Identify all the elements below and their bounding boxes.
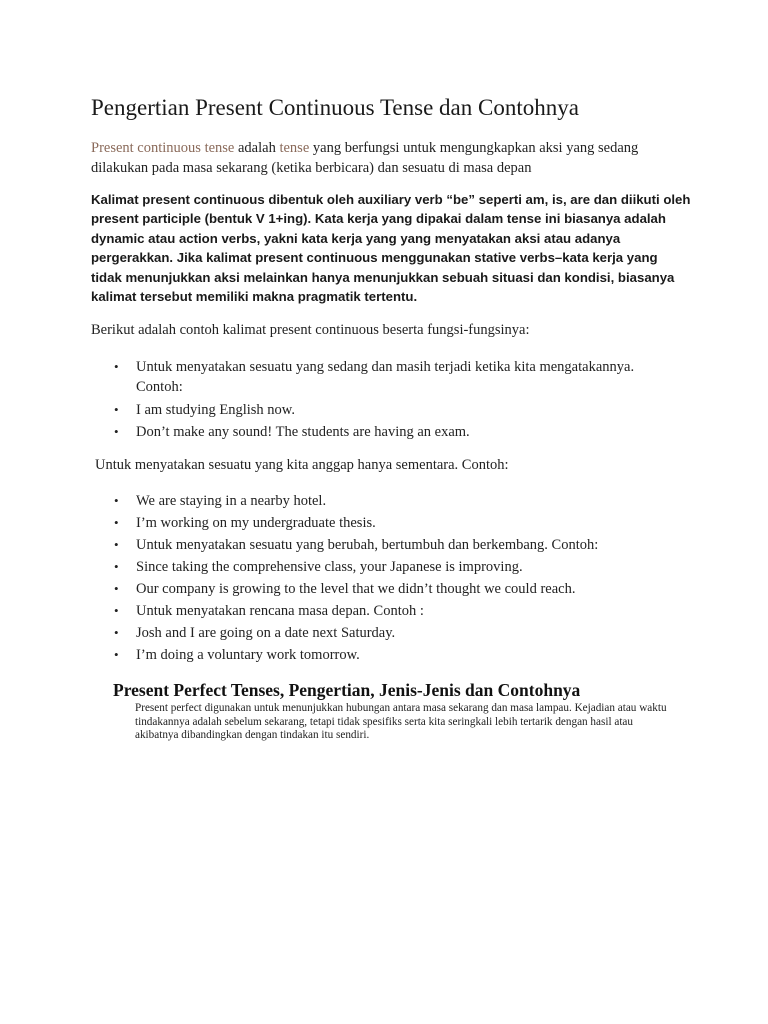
list-item-text: Untuk menyatakan sesuatu yang berubah, bertumbuh dan berkembang. Contoh: bbox=[136, 537, 599, 553]
bullet-icon: • bbox=[114, 493, 119, 508]
list-item bbox=[112, 399, 672, 421]
bullet-icon: • bbox=[114, 402, 119, 417]
bullet-icon: • bbox=[114, 424, 119, 439]
list-item bbox=[112, 578, 672, 600]
examples-list-1 bbox=[112, 357, 672, 443]
examples-lead-text: Berikut adalah contoh kalimat present continuous beserta fungsi-fungsinya: bbox=[91, 322, 530, 338]
list-item-text: Josh and I are going on a date next Saturday. bbox=[136, 625, 396, 641]
list-item-text: Untuk menyatakan rencana masa depan. Contoh : bbox=[136, 603, 424, 619]
list-item-text: Our company is growing to the level that we didn’t thought we could reach. bbox=[136, 581, 576, 597]
bullet-icon: • bbox=[114, 359, 119, 374]
list-item-text: Don’t make any sound! The students are having an exam. bbox=[136, 424, 470, 440]
examples-list-2 bbox=[112, 490, 672, 666]
intro-text-1: adalah bbox=[234, 140, 280, 156]
list-item bbox=[112, 357, 672, 397]
list-item bbox=[112, 534, 672, 556]
bullet-icon: • bbox=[114, 537, 119, 552]
list-item bbox=[112, 556, 672, 578]
bullet-icon: • bbox=[114, 625, 119, 640]
present-perfect-paragraph: Present perfect digunakan untuk menunjukkan hubungan antara masa sekarang dan masa lampau. Kejadian atau waktu tindakannya adalah sebelum sekarang, tetapi tidak spesifiks serta kita seringkali lebih tertarik dengan hasil atau akibatnya dibandingkan dengan tindakan itu sendiri. bbox=[135, 702, 667, 741]
bullet-icon: • bbox=[114, 603, 119, 618]
explanation-paragraph: Kalimat present continuous dibentuk oleh auxiliary verb “be” seperti am, is, are dan diikuti oleh present participle (bentuk V 1+ing). Kata kerja yang dipakai dalam tense ini biasanya adalah dynamic atau action verbs, yakni kata kerja yang yang menyatakan aksi atau adanya pergerakkan. Jika kalimat present continuous menggunakan stative verbs–kata kerja yang tidak menunjukkan aksi melainkan hanya menunjukkan sebuah situasi dan kondisi, biasanya kalimat tersebut memiliki makna pragmatik tertentu. bbox=[91, 192, 691, 305]
list-item-text: Since taking the comprehensive class, your Japanese is improving. bbox=[136, 559, 523, 575]
list-item-text: I am studying English now. bbox=[136, 402, 295, 418]
intro-paragraph bbox=[91, 138, 691, 178]
link-present-continuous-tense[interactable]: Present continuous tense bbox=[91, 140, 235, 156]
list-item bbox=[112, 622, 672, 644]
list-item-text: We are staying in a nearby hotel. bbox=[136, 493, 327, 509]
temporary-lead-text: Untuk menyatakan sesuatu yang kita anggap hanya sementara. Contoh: bbox=[95, 457, 509, 473]
link-tense[interactable]: tense bbox=[279, 140, 310, 156]
list-item bbox=[112, 600, 672, 622]
bullet-icon: • bbox=[114, 647, 119, 662]
intro-text-2: yang berfungsi untuk mengungkapkan aksi yang sedang dilakukan pada masa sekarang (ketika berbicara) dan sesuatu di masa depan bbox=[91, 140, 639, 176]
list-item bbox=[112, 644, 672, 666]
list-item-text: I’m doing a voluntary work tomorrow. bbox=[136, 647, 360, 663]
list-item-text: I’m working on my undergraduate thesis. bbox=[136, 515, 376, 531]
section-subtitle: Present Perfect Tenses, Pengertian, Jenis-Jenis dan Contohnya bbox=[113, 680, 581, 700]
list-item bbox=[112, 421, 672, 443]
list-item-text: Untuk menyatakan sesuatu yang sedang dan masih terjadi ketika kita mengatakannya. Contoh: bbox=[136, 359, 635, 395]
page-title: Pengertian Present Continuous Tense dan Contohnya bbox=[91, 95, 579, 120]
bullet-icon: • bbox=[114, 559, 119, 574]
list-item bbox=[112, 512, 672, 534]
bullet-icon: • bbox=[114, 581, 119, 596]
list-item bbox=[112, 490, 672, 512]
bullet-icon: • bbox=[114, 515, 119, 530]
